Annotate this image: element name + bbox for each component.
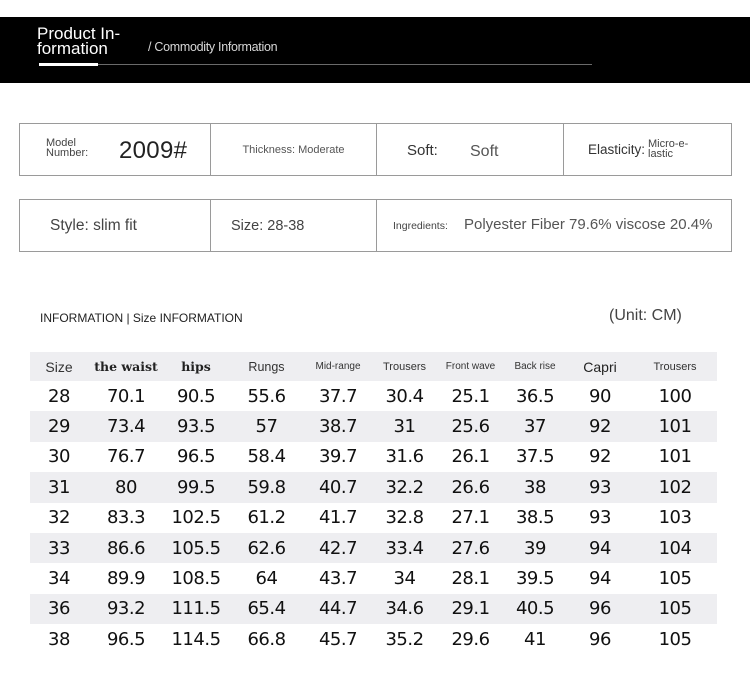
table-row: [30, 563, 717, 593]
softness-cell: [377, 124, 564, 175]
cell-hips: 108.5: [171, 568, 221, 590]
cell-front-wave: 27.6: [451, 537, 490, 559]
cell-mid-range: 38.7: [318, 416, 358, 438]
cell-trousers-leg: 31: [393, 416, 416, 438]
cell-trousers-length: 105: [658, 598, 692, 620]
cell-capri: 93: [589, 507, 611, 529]
ingredients-cell: [377, 200, 731, 251]
cell-waist: 70.1: [106, 385, 146, 407]
unit-label: (Unit: CM): [609, 307, 682, 324]
cell-mid-range: 40.7: [318, 476, 358, 498]
elasticity-label: Elasticity:: [588, 142, 646, 157]
table-row: [30, 533, 717, 563]
cell-back-rise: 38: [524, 476, 546, 498]
col-header-rungs: Rungs: [248, 359, 285, 374]
cell-trousers-leg: 30.4: [385, 385, 424, 407]
cell-back-rise: 40.5: [515, 598, 555, 620]
cell-front-wave: 29.1: [451, 598, 490, 620]
cell-trousers-length: 105: [658, 568, 692, 590]
cell-capri: 96: [589, 598, 611, 620]
cell-back-rise: 37.5: [515, 446, 555, 468]
elasticity-value-line1: Micro-e-: [648, 138, 689, 150]
cell-capri: 96: [589, 628, 611, 650]
cell-capri: 94: [589, 537, 611, 559]
cell-waist: 96.5: [106, 628, 146, 650]
col-header-size: Size: [45, 358, 73, 375]
cell-trousers-leg: 35.2: [385, 628, 424, 650]
cell-waist: 76.7: [106, 446, 146, 468]
cell-rungs: 65.4: [247, 598, 286, 620]
cell-capri: 92: [589, 446, 611, 468]
cell-mid-range: 43.7: [318, 568, 358, 590]
header-banner: [0, 17, 750, 83]
cell-trousers-length: 104: [658, 537, 692, 559]
cell-rungs: 58.4: [247, 446, 286, 468]
info-row-2: [19, 199, 732, 252]
softness-label: Soft:: [407, 142, 438, 159]
model-number-cell: [20, 124, 211, 175]
cell-size: 33: [48, 537, 70, 559]
style-cell: [20, 200, 211, 251]
cell-hips: 90.5: [176, 385, 216, 407]
table-row: [30, 411, 717, 441]
cell-mid-range: 42.7: [318, 537, 358, 559]
cell-mid-range: 41.7: [318, 507, 358, 529]
cell-trousers-length: 101: [658, 416, 692, 438]
col-header-trousers-leg: Trousers: [383, 360, 426, 373]
header-accent-bar: [39, 63, 98, 66]
cell-hips: 114.5: [171, 628, 221, 650]
elasticity-value: [648, 139, 708, 159]
col-header-hips: hips: [181, 359, 211, 374]
elasticity-value-line2: lastic: [648, 148, 674, 160]
size-range-cell: [211, 200, 377, 251]
cell-rungs: 55.6: [247, 385, 286, 407]
cell-back-rise: 41: [524, 628, 546, 650]
size-section-title: INFORMATION | Size INFORMATION: [40, 311, 243, 325]
cell-rungs: 64: [255, 568, 278, 590]
cell-size: 30: [48, 446, 70, 468]
cell-size: 38: [48, 628, 70, 650]
table-row: [30, 503, 717, 533]
cell-capri: 92: [589, 416, 611, 438]
cell-front-wave: 27.1: [451, 507, 490, 529]
cell-waist: 83.3: [106, 507, 146, 529]
col-header-mid-range: Mid-range: [315, 361, 361, 372]
col-header-waist: the waist: [94, 359, 158, 374]
cell-front-wave: 28.1: [451, 568, 490, 590]
cell-trousers-length: 100: [658, 385, 692, 407]
cell-mid-range: 45.7: [318, 628, 358, 650]
size-table: [30, 352, 717, 655]
cell-hips: 111.5: [171, 598, 221, 620]
table-row: [30, 624, 717, 654]
cell-waist: 73.4: [106, 416, 146, 438]
ingredients-label: Ingredients:: [393, 220, 448, 232]
cell-capri: 94: [589, 568, 611, 590]
cell-back-rise: 39.5: [515, 568, 555, 590]
info-row-1: [19, 123, 732, 176]
page-subtitle: / Commodity Information: [148, 40, 278, 54]
cell-size: 36: [48, 598, 70, 620]
col-header-back-rise: Back rise: [514, 361, 556, 372]
page-title: [37, 26, 120, 56]
table-row: [30, 472, 717, 502]
cell-mid-range: 39.7: [318, 446, 358, 468]
cell-size: 28: [48, 385, 70, 407]
cell-trousers-leg: 32.2: [385, 476, 424, 498]
ingredients-value: Polyester Fiber 79.6% viscose 20.4%: [464, 216, 713, 233]
cell-front-wave: 25.6: [451, 416, 490, 438]
cell-rungs: 57: [255, 416, 278, 438]
size-range-text: Size: 28-38: [231, 218, 305, 234]
cell-rungs: 61.2: [247, 507, 286, 529]
cell-trousers-leg: 33.4: [385, 537, 424, 559]
softness-value: Soft: [470, 143, 499, 160]
table-row: [30, 594, 717, 624]
cell-waist: 89.9: [106, 568, 146, 590]
cell-hips: 96.5: [176, 446, 216, 468]
cell-hips: 93.5: [176, 416, 216, 438]
cell-size: 31: [48, 476, 70, 498]
cell-rungs: 59.8: [247, 476, 286, 498]
cell-trousers-leg: 34: [393, 568, 416, 590]
cell-rungs: 62.6: [247, 537, 286, 559]
cell-hips: 102.5: [171, 507, 221, 529]
cell-hips: 99.5: [176, 476, 216, 498]
cell-trousers-length: 101: [658, 446, 692, 468]
cell-front-wave: 29.6: [451, 628, 490, 650]
cell-mid-range: 37.7: [318, 385, 358, 407]
cell-size: 32: [48, 507, 70, 529]
header-divider: [39, 64, 592, 65]
cell-trousers-leg: 32.8: [385, 507, 424, 529]
cell-back-rise: 37: [524, 416, 546, 438]
cell-waist: 86.6: [106, 537, 146, 559]
cell-capri: 93: [589, 476, 611, 498]
col-header-front-wave: Front wave: [445, 361, 496, 372]
cell-front-wave: 25.1: [451, 385, 490, 407]
model-label-line1: Model: [46, 137, 76, 149]
thickness-cell: [211, 124, 377, 175]
elasticity-cell: [564, 124, 731, 175]
cell-capri: 90: [589, 385, 611, 407]
table-row: [30, 442, 717, 472]
page-title-line2: formation: [37, 39, 108, 58]
cell-size: 29: [48, 416, 70, 438]
cell-back-rise: 39: [524, 537, 546, 559]
table-row: [30, 381, 717, 411]
cell-waist: 80: [115, 476, 137, 498]
cell-trousers-length: 105: [658, 628, 692, 650]
model-number-value: 2009#: [119, 137, 188, 164]
cell-back-rise: 38.5: [515, 507, 555, 529]
model-label-line2: Number:: [46, 147, 89, 159]
col-header-trousers-length: Trousers: [653, 360, 697, 373]
cell-size: 34: [48, 568, 70, 590]
cell-trousers-length: 102: [658, 476, 692, 498]
model-number-label: [46, 138, 88, 158]
table-header-row: [30, 352, 717, 381]
cell-back-rise: 36.5: [515, 385, 555, 407]
cell-front-wave: 26.6: [451, 476, 490, 498]
col-header-capri: Capri: [583, 358, 617, 375]
cell-trousers-leg: 31.6: [385, 446, 424, 468]
cell-trousers-length: 103: [658, 507, 692, 529]
cell-front-wave: 26.1: [451, 446, 490, 468]
cell-trousers-leg: 34.6: [385, 598, 424, 620]
style-text: Style: slim fit: [50, 217, 137, 234]
page-title-line1: Product In-: [37, 24, 121, 43]
cell-mid-range: 44.7: [318, 598, 358, 620]
cell-hips: 105.5: [171, 537, 221, 559]
cell-waist: 93.2: [106, 598, 146, 620]
cell-rungs: 66.8: [247, 628, 286, 650]
thickness-text: Thickness: Moderate: [242, 143, 345, 156]
